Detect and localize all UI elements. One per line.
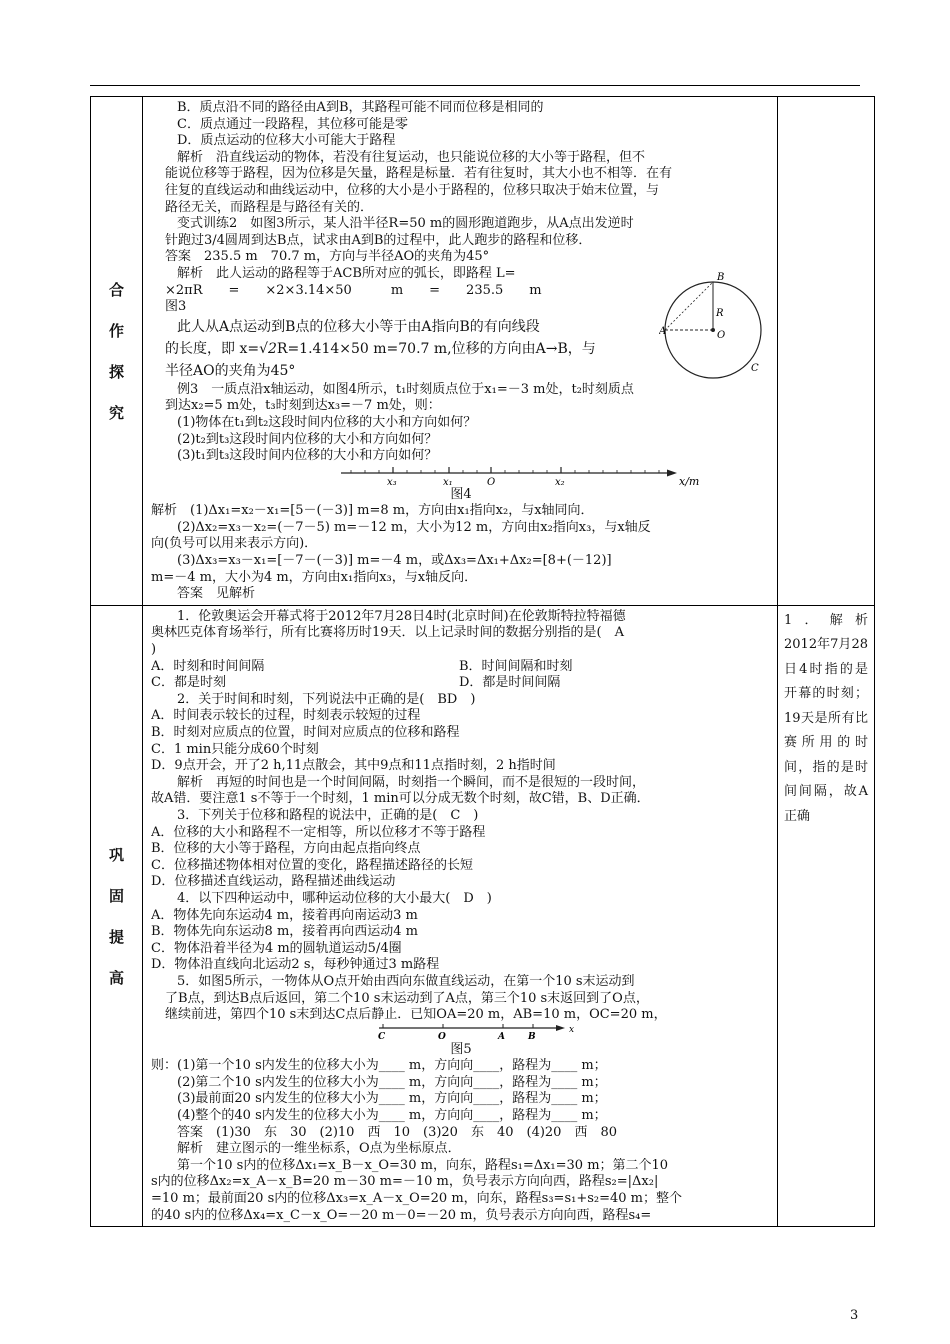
side-answer-note: 1．解析 2012年7月28日4时指的是开幕的时刻；19天是所有比赛所用的时间，指的是时间间隔，故A正确 <box>784 612 882 824</box>
sqrt-symbol: √2 <box>259 340 277 357</box>
text-line: 针跑过3/4圆周到达B点，试求由A到B的过程中，此人跑步的路程和位移． <box>165 232 592 248</box>
direction-arrow <box>556 1025 565 1031</box>
option-row <box>151 675 771 692</box>
text-line: 奥林匹克体育场举行，所有比赛将历时19天．以上记录时间的数据分别指的是( A <box>151 625 625 641</box>
text-line: 答案 (1)30 东 30 (2)10 西 10 (3)20 东 40 (4)20 西 80 <box>177 1124 617 1140</box>
text-line: 答案 见解析 <box>177 586 256 602</box>
text-line: 故A错．要注意1 s不等于一个时刻，1 min可以分成无数个时刻，故C错，B、D正确． <box>151 791 650 807</box>
label-char: 固 <box>108 887 124 906</box>
figure-3-circle <box>659 268 771 386</box>
text-line: 变式训练2 如图3所示，某人沿半径R=50 m的圆形跑道跑步，从A点出发逆时 <box>177 216 634 232</box>
label-o: O <box>717 329 726 341</box>
section-label <box>91 605 143 1226</box>
label-x3: x₃ <box>387 476 397 487</box>
label-x: x <box>569 1024 575 1035</box>
text-line: (3)Δx₃=x₃－x₁=[－7－(－3)] m=－4 m，或Δx₃=Δx₁+Δx₂=[8+(－12)] <box>177 553 612 569</box>
text-line: 4．以下四种运动中，哪种运动位移的大小最大( D ) <box>177 890 492 906</box>
worksheet-table <box>90 96 882 1227</box>
side-notes-empty <box>778 97 875 606</box>
section-content <box>143 97 778 606</box>
text-line: 继续前进，第四个10 s末到达C点后静止．已知OA=20 m，AB=10 m，OC=20 m， <box>165 1007 667 1023</box>
text-line: 解析 建立图示的一维坐标系，O点为坐标原点． <box>177 1141 461 1157</box>
figure-caption: 图5 <box>450 1041 472 1057</box>
text-line: =10 m；最前面20 s内的位移Δx₃=x_A－x_O=20 m，向东，路程s₃=s₁+s₂=40 m；整个 <box>151 1191 682 1207</box>
figure-caption: 图4 <box>450 486 472 502</box>
option-c: C．都是时刻 <box>151 675 226 691</box>
label-c: C <box>751 362 759 374</box>
label-char: 究 <box>108 403 124 422</box>
label-char: 作 <box>108 321 124 340</box>
label-x1: x₁ <box>443 476 453 487</box>
label-r: R <box>716 307 724 319</box>
text-line: 路径无关，而路程是与路径有关的． <box>165 199 374 215</box>
figure-4-axis <box>151 465 751 487</box>
text-line: ×2πR = ×2×3.14×50 m = 235.5 m <box>165 282 542 298</box>
text-line: 例3 一质点沿x轴运动，如图4所示，t₁时刻质点位于x₁=－3 m处，t₂时刻质点 <box>177 381 634 397</box>
label-a: A <box>659 325 667 337</box>
section-content <box>143 605 778 1226</box>
text-line: B．位移的大小等于路程，方向由起点指向终点 <box>151 841 421 857</box>
label-a: A <box>498 1031 505 1040</box>
x-axis-arrow <box>667 469 677 476</box>
text-line: 的40 s内的位移Δx₄=x_C－x_O=－20 m－0=－20 m，负号表示方向向西，路程s₄= <box>151 1207 652 1223</box>
label-char: 合 <box>108 280 124 299</box>
text-line: B．时刻对应质点的位置，时间对应质点的位移和路程 <box>151 725 460 740</box>
text-line: C．物体沿着半径为4 m的圆轨道运动5/4圈 <box>151 940 402 956</box>
text-line: 解析 (1)Δx₁=x₂－x₁=[5－(－3)] m=8 m，方向由x₁指向x₂，与x轴同向． <box>151 503 594 519</box>
text-line: D．质点运动的位移大小可能大于路程 <box>177 133 396 149</box>
text-line: (2)Δx₂=x₃－x₂=(－7－5) m=－12 m，大小为12 m，方向由x₂指向x₃，与x轴反 <box>177 519 651 535</box>
text-line: (3)最前面20 s内发生的位移大小为____ m，方向向____，路程为____ m； <box>177 1091 607 1107</box>
chord-ab <box>665 282 713 330</box>
text-line: 解析 沿直线运动的物体，若没有往复运动，也只能说位移的大小等于路程，但不 <box>177 149 646 165</box>
text-line: B．质点沿不同的路径由A到B，其路程可能不同而位移是相同的 <box>177 100 544 115</box>
label-char: 探 <box>108 362 124 381</box>
text-line: 了B点，到达B点后返回，第二个10 s末运动到了A点，第三个10 s末返回到了O点， <box>165 990 649 1006</box>
label-c: C <box>378 1031 386 1040</box>
text-line: m=－4 m，大小为4 m，方向由x₁指向x₃，与x轴反向． <box>151 569 478 585</box>
label-char: 巩 <box>108 846 124 865</box>
label-char: 高 <box>108 969 124 988</box>
label-char: 提 <box>108 928 124 947</box>
text-line: 3．下列关于位移和路程的说法中，正确的是( C ) <box>177 807 479 823</box>
option-b: B．时间间隔和时刻 <box>459 658 573 674</box>
text-line: 则：(1)第一个10 s内发生的位移大小为____ m，方向向____，路程为____ m； <box>151 1058 607 1074</box>
section-cooperative-inquiry <box>91 97 875 606</box>
option-a: A．时刻和时间间隔 <box>151 658 265 674</box>
figure-caption: 图3 <box>165 299 187 315</box>
text-line: 解析 此人运动的路程等于ACB所对应的弧长，即路程 L= <box>177 265 516 281</box>
text-line: C．位移描述物体相对位置的变化，路程描述路径的长短 <box>151 857 473 873</box>
text-line: ) <box>151 642 157 658</box>
option-row <box>151 659 771 676</box>
text-line: B．物体先向东运动8 m，接着再向西运动4 m <box>151 924 419 940</box>
text-span: 的长度，即 x= <box>165 340 260 357</box>
label-o: O <box>438 1031 446 1040</box>
text-line: D．物体沿直线向北运动2 s，每秒钟通过3 m路程 <box>151 957 440 973</box>
text-line <box>151 338 653 360</box>
text-line: 2．关于时间和时刻，下列说法中正确的是( BD ) <box>177 691 476 707</box>
text-line: 能说位移等于路程，因为位移是矢量，路程是标量．若有往复时，其大小也不相等．在有 <box>165 166 673 182</box>
text-line: (4)整个的40 s内发生的位移大小为____ m，方向向____，路程为____ m； <box>177 1108 607 1124</box>
center-point <box>711 328 715 332</box>
text-line: 5．如图5所示，一物体从O点开始由西向东做直线运动，在第一个10 s末运动到 <box>177 973 635 989</box>
header-rule <box>90 85 860 86</box>
text-line: 半径AO的夹角为45° <box>165 362 296 379</box>
text-line: 向(负号可以用来表示方向)． <box>151 536 318 552</box>
text-line: (1)物体在t₁到t₂这段时间内位移的大小和方向如何？ <box>177 414 477 430</box>
axis-label: x/m <box>679 474 700 487</box>
text-line: C．1 min只能分成60个时刻 <box>151 741 319 757</box>
section-consolidation <box>91 605 875 1226</box>
label-o: O <box>487 476 496 487</box>
label-b: B <box>717 271 725 283</box>
text-line: C．质点通过一段路程，其位移可能是零 <box>177 116 408 132</box>
text-line: 第一个10 s内的位移Δx₁=x_B－x_O=30 m，向东，路程s₁=Δx₁=30 m；第二个10 <box>177 1157 669 1173</box>
text-line: 答案 235.5 m 70.7 m，方向与半径AO的夹角为45° <box>165 249 490 265</box>
text-line: 此人从A点运动到B点的位移大小等于由A指向B的有向线段 <box>177 318 540 335</box>
label-b: B <box>528 1031 536 1040</box>
figure-5-line <box>151 1024 751 1040</box>
text-line: D．9点开会，开了2 h,11点散会，其中9点和11点指时刻，2 h指时间 <box>151 758 556 774</box>
text-line: (2)t₂到t₃这段时间内位移的大小和方向如何？ <box>177 431 438 447</box>
text-line: A．物体先向东运动4 m，接着再向南运动3 m <box>151 907 418 923</box>
text-line: A．时间表示较长的过程，时刻表示较短的过程 <box>151 708 421 724</box>
text-line: 往复的直线运动和曲线运动中，位移的大小是小于路程的，位移只取决于始末位置，与 <box>165 182 660 198</box>
text-line: A．位移的大小和路程不一定相等，所以位移才不等于路程 <box>151 824 486 840</box>
text-line: (2)第二个10 s内发生的位移大小为____ m，方向向____，路程为____ m； <box>177 1074 607 1090</box>
page-number: 3 <box>850 1308 859 1323</box>
text-line: 解析 再短的时间也是一个时间间隔，时刻指一个瞬间，而不是很短的一段时间， <box>177 774 646 790</box>
section-label <box>91 97 143 606</box>
text-line: (3)t₁到t₃这段时间内位移的大小和方向如何？ <box>177 448 438 464</box>
option-d: D．都是时间间隔 <box>459 675 561 691</box>
text-line: D．位移描述直线运动，路程描述曲线运动 <box>151 874 396 890</box>
text-line: s内的位移Δx₂=x_A－x_B=20 m－30 m=－10 m，负号表示方向向西，路程s₂=|Δx₂| <box>151 1174 659 1190</box>
text-line: 到达x₂=5 m处，t₃时刻到达x₃=－7 m处，则： <box>165 398 441 414</box>
label-x2: x₂ <box>555 476 565 487</box>
text-line: 1．伦敦奥运会开幕式将于2012年7月28日4时(北京时间)在伦敦斯特拉特福德 <box>177 608 626 624</box>
side-notes <box>778 605 882 1226</box>
text-span: R=1.414×50 m=70.7 m,位移的方向由A→B，与 <box>276 340 596 357</box>
